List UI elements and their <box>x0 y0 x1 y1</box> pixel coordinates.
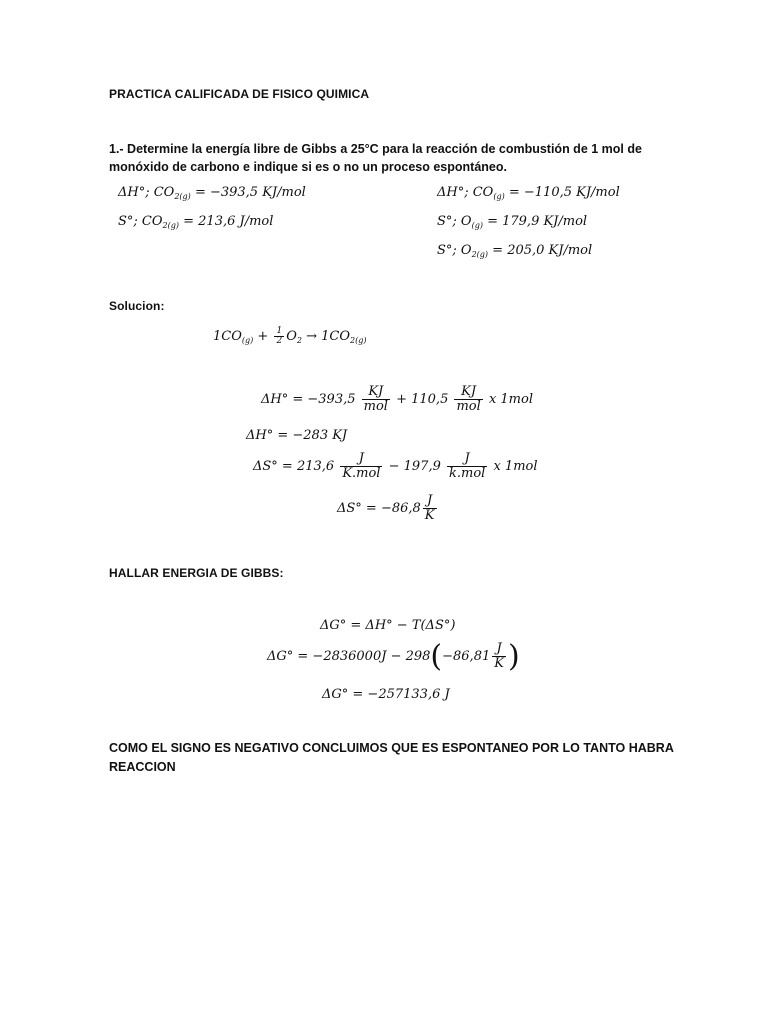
enthalpy-result: ΔH° = −283 KJ <box>246 428 348 443</box>
gibbs-result: ΔG° = −257133,6 J <box>322 687 450 702</box>
gibbs-formula: ΔG° = ΔH° − T(ΔS°) <box>320 618 456 633</box>
question-line-2: monóxido de carbono e indique si es o no un proceso espontáneo. <box>109 160 507 174</box>
data-s-co2: S°; $CO_{2(g)} = 213,6$ J/mol <box>118 214 274 230</box>
gibbs-substitution: ΔG° = −2836000J − 298(−86,81 $\frac{J}{K}$ ) <box>267 639 520 674</box>
data-s-o: S°; $O_{(g)} = 179,9$ KJ/mol <box>437 214 588 230</box>
question-line-1: 1.- Determine la energía libre de Gibbs a 25°C para la reacción de combustión de 1 mol de <box>109 142 642 156</box>
entropy-result: ΔS° = −86,8 $\frac{J}{K}$ <box>337 493 435 523</box>
page-title: PRACTICA CALIFICADA DE FISICO QUIMICA <box>109 87 370 101</box>
data-dh-co: ΔH°; $CO_{(g)} = -110,5$ KJ/mol <box>437 185 620 201</box>
conclusion-line-2: REACCION <box>109 760 176 774</box>
enthalpy-calculation: ΔH° = −393,5 $\frac{KJ}{\text{mol}}$ + 110,5 $\frac{KJ}{\text{mol}}$ x 1mol <box>261 384 533 414</box>
solution-label: Solucion: <box>109 299 165 313</box>
entropy-calculation: ΔS° = 213,6 $\frac{J}{\text{K.mol}}$ − 197,9 $\frac{J}{\text{k.mol}}$ x 1mol <box>253 451 538 481</box>
gibbs-label: HALLAR ENERGIA DE GIBBS: <box>109 566 284 580</box>
data-dh-co2: ΔH°; $CO_{2(g)} = -393,5$ KJ/mol <box>118 185 306 201</box>
conclusion-line-1: COMO EL SIGNO ES NEGATIVO CONCLUIMOS QUE ES ESPONTANEO POR LO TANTO HABRA <box>109 741 674 755</box>
data-s-o2: S°; $O_{2(g)} = 205,0$ KJ/mol <box>437 243 593 259</box>
reaction-equation: $1CO_{(g)}$ + $\frac{1}{2}$ $O_2 \to 1CO_{2(g)}$ <box>213 326 367 346</box>
